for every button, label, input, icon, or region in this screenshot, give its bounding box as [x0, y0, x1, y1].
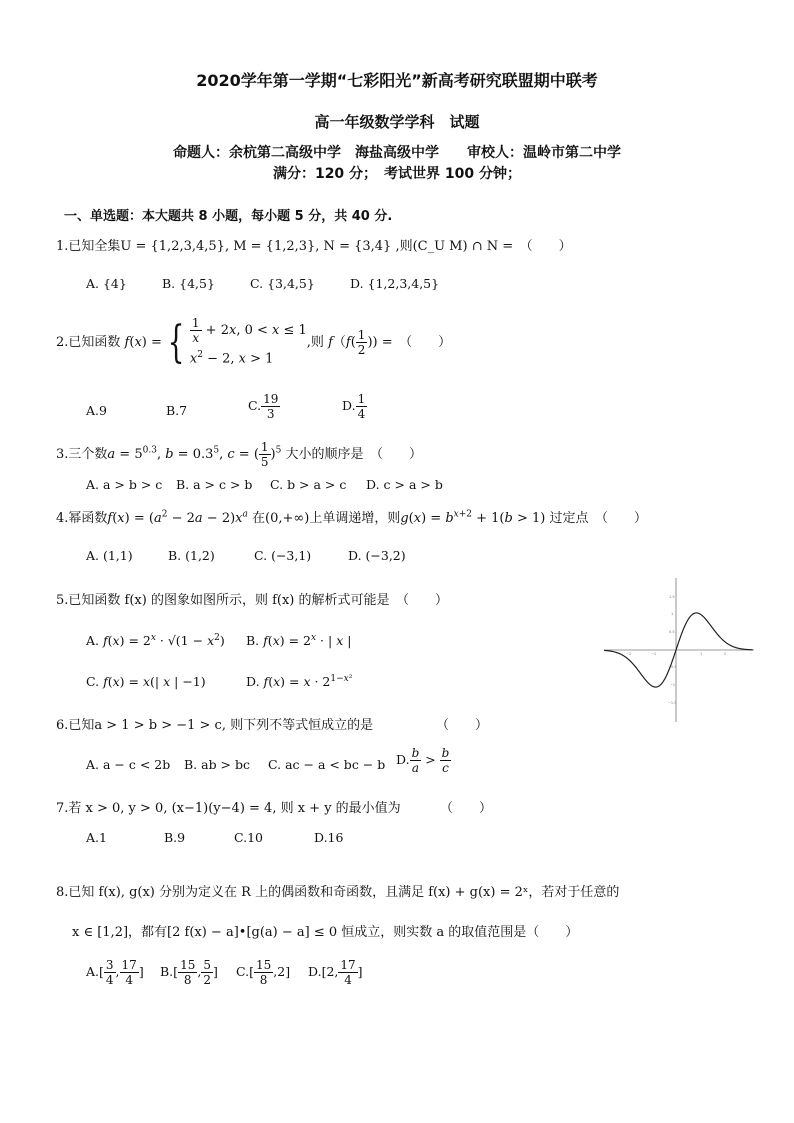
- q7-option-b: B.9: [164, 830, 186, 845]
- exam-subtitle: 高一年级数学学科 试题: [314, 113, 480, 131]
- graph-tick-x: −2: [626, 652, 632, 656]
- question-6-paren: （ ）: [436, 718, 489, 733]
- q1-option-c: C. {3,4,5}: [250, 276, 315, 291]
- q4-option-b: B. (1,2): [168, 548, 215, 563]
- question-4-stem: 4.幂函数$f(x) = (a^2 - 2a - 2)x^a$ 在(0,+∞)上单调递增，则$g(x) = b^{x+2} + 1(b > 1)$ 过定点 （ ）: [56, 509, 648, 526]
- q5-option-a: A. $f(x) = 2^x \cdot √(1 - x^2)$: [86, 633, 225, 649]
- question-5-stem: 5.已知函数 f(x) 的图象如图所示，则 f(x) 的解析式可能是 （ ）: [56, 593, 449, 608]
- section-heading: 一、单选题：本大题共 8 小题，每小题 5 分，共 40 分.: [64, 209, 393, 224]
- graph-tick-y: 1.5: [669, 595, 675, 599]
- q3-option-d: D. c > a > b: [366, 477, 443, 492]
- q2-option-d: D. $\frac{1}{4}$: [342, 392, 366, 421]
- q3-option-a: A. a > b > c: [86, 477, 163, 492]
- q4-option-a: A. (1,1): [86, 548, 133, 563]
- question-3-stem: 3.三个数$a = 5^{0.3}$, $b = 0.3^5$, c = ( $\frac{1}{5}$ )$^5$ 大小的顺序是 （ ）: [56, 440, 423, 469]
- q8-option-d: D.[2, $\frac{17}{4}$ ]: [308, 958, 363, 987]
- graph-tick-x: −1: [651, 652, 657, 656]
- exam-title: 2020学年第一学期“七彩阳光”新高考研究联盟期中联考: [196, 71, 598, 90]
- question-2-stem: 2.已知函数 f(x) = { $\frac{1}{x}$ + 2x, 0 < x ≤ 1 $x^2 - 2$, x > 1,则 f（f( $\frac{1}{2}$ )) = （ ）: [56, 316, 452, 368]
- q4-option-c: C. (−3,1): [254, 548, 312, 563]
- q8-option-c: C.[ $\frac{15}{8}$ ,2]: [236, 958, 291, 987]
- function-graph: [604, 578, 754, 722]
- q7-option-a: A.1: [86, 830, 107, 845]
- graph-tick-y: −0.5: [668, 665, 677, 669]
- q5-option-c: C. f(x) = x(| x | −1): [86, 674, 206, 689]
- graph-tick-y: −1.5: [668, 701, 677, 705]
- q1-option-a: A. {4}: [86, 276, 127, 291]
- q3-option-b: B. a > c > b: [176, 477, 253, 492]
- question-7-stem: 7.若 x > 0, y > 0, (x−1)(y−4) = 4, 则 x + y 的最小值为: [56, 801, 401, 816]
- q5-option-b: B. $f(x) = 2^x$ · | x |: [246, 633, 352, 649]
- question-1-stem: 1.已知全集U = {1,2,3,4,5}, M = {1,2,3}, N = {3,4} ,则(C_U M) ∩ N = （ ）: [56, 239, 572, 254]
- q2-option-c: C. $\frac{19}{3}$: [248, 392, 279, 421]
- q6-option-c: C. ac − a < bc − b: [268, 757, 386, 772]
- q7-option-c: C.10: [234, 830, 263, 845]
- q5-option-d: D. $f(x) = x \cdot 2^{1-x^2}$: [246, 674, 353, 690]
- q4-option-d: D. (−3,2): [348, 548, 406, 563]
- q8-option-b: B.[ $\frac{15}{8}$ , $\frac{5}{2}$ ]: [160, 958, 218, 987]
- graph-tick-y: −1: [670, 683, 676, 687]
- q6-option-b: B. ab > bc: [184, 757, 251, 772]
- authors-line: 命题人：余杭第二高级中学 海盐高级中学 审校人：温岭市第二中学: [173, 145, 621, 161]
- q1-option-b: B. {4,5}: [162, 276, 215, 291]
- question-8-line-2: x ∈ [1,2]，都有[2 f(x) − a]•[g(a) − a] ≤ 0 恒成立，则实数 a 的取值范围是（ ）: [72, 925, 579, 940]
- question-6-stem: 6.已知a > 1 > b > −1 > c, 则下列不等式恒成立的是: [56, 718, 374, 733]
- graph-tick-x: 2: [724, 652, 727, 656]
- graph-tick-y: 1: [671, 612, 674, 616]
- graph-tick-x: 1: [700, 652, 703, 656]
- q7-option-d: D.16: [314, 830, 344, 845]
- question-8-line-1: 8.已知 f(x), g(x) 分别为定义在 R 上的偶函数和奇函数，且满足 f(x) + g(x) = 2ˣ，若对于任意的: [56, 885, 620, 900]
- q1-option-d: D. {1,2,3,4,5}: [350, 276, 440, 291]
- graph-tick-y: 0.5: [669, 630, 675, 634]
- q2-option-a: A.9: [86, 403, 107, 418]
- score-time-line: 满分：120 分； 考试世界 100 分钟；: [272, 166, 522, 182]
- question-7-paren: （ ）: [440, 801, 493, 816]
- q3-option-c: C. b > a > c: [270, 477, 347, 492]
- q8-option-a: A.[ $\frac{3}{4}$ , $\frac{17}{4}$ ]: [86, 958, 144, 987]
- q6-option-a: A. a − c < 2b: [86, 757, 171, 772]
- q6-option-d: D. $\frac{b}{a}$ > $\frac{b}{c}$: [396, 746, 450, 775]
- q2-option-b: B.7: [166, 403, 188, 418]
